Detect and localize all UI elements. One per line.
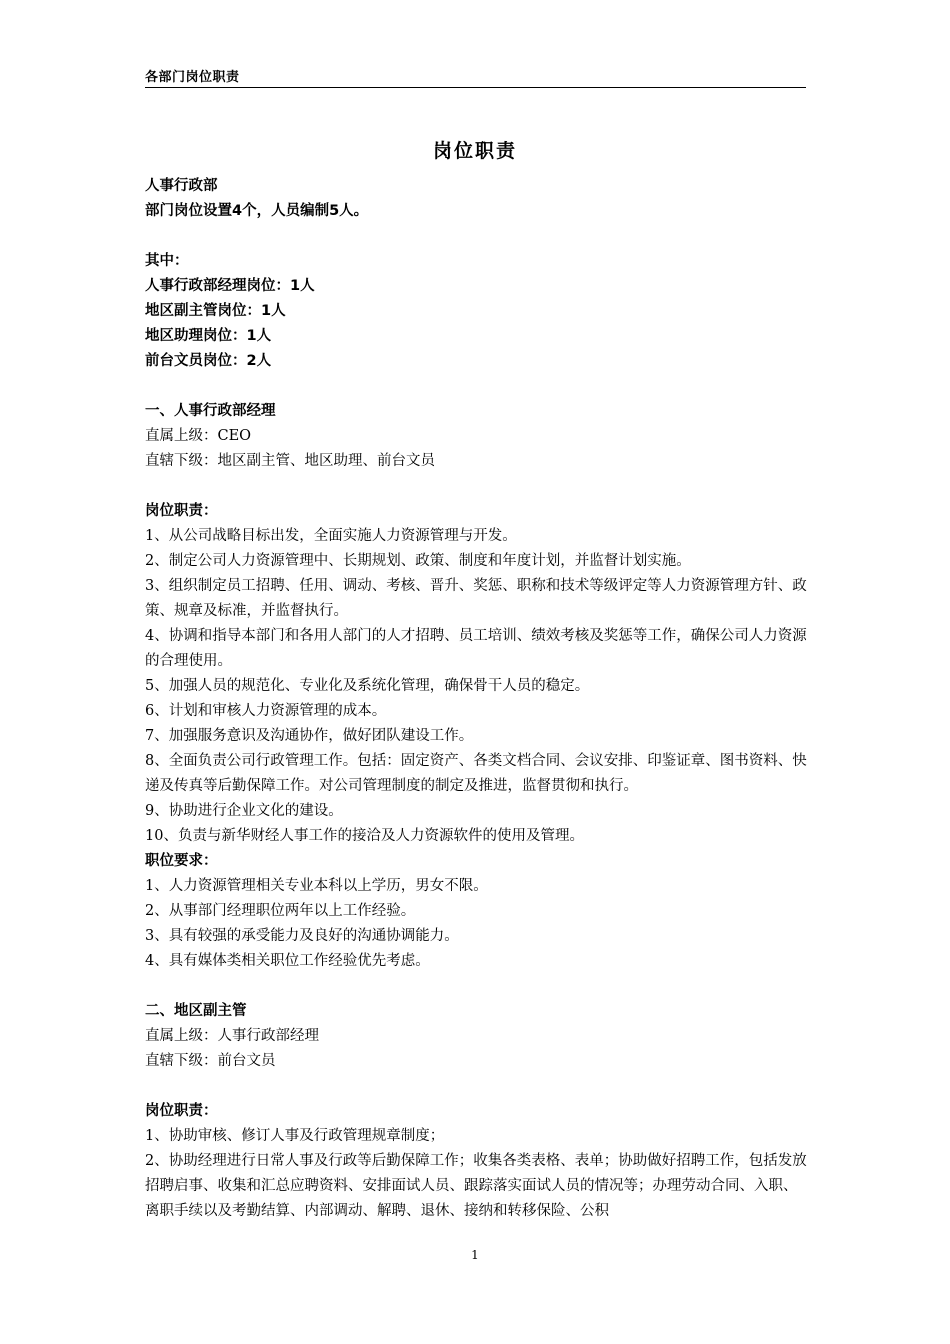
duty-item: 4、协调和指导本部门和各用人部门的人才招聘、员工培训、绩效考核及奖惩等工作，确保公司人力资源的合理使用。 (145, 628, 807, 669)
duty-item: 5、加强人员的规范化、专业化及系统化管理，确保骨干人员的稳定。 (145, 678, 590, 694)
section-heading: 二、地区副主管 (145, 1003, 247, 1019)
requirement-item: 3、具有较强的承受能力及良好的沟通协调能力。 (145, 928, 459, 944)
duties-heading: 岗位职责： (145, 503, 218, 519)
section-heading: 一、人事行政部经理 (145, 403, 276, 419)
position-line: 人事行政部经理岗位：1人 (145, 278, 315, 294)
direct-superior: 直属上级：CEO (145, 428, 252, 444)
document-title: 岗位职责 (432, 140, 517, 162)
duty-item: 9、协助进行企业文化的建设。 (145, 803, 343, 819)
requirement-item: 2、从事部门经理职位两年以上工作经验。 (145, 903, 416, 919)
duty-item: 3、组织制定员工招聘、任用、调动、考核、晋升、奖惩、职称和技术等级评定等人力资源管理方针、政策、规章及标准，并监督执行。 (145, 578, 807, 619)
requirement-item: 1、人力资源管理相关专业本科以上学历，男女不限。 (145, 878, 488, 894)
direct-superior: 直属上级：人事行政部经理 (145, 1028, 319, 1044)
requirements-heading: 职位要求： (145, 853, 218, 869)
duty-item: 1、从公司战略目标出发，全面实施人力资源管理与开发。 (145, 528, 517, 544)
page-number: 1 (471, 1248, 479, 1262)
position-line: 地区助理岗位：1人 (145, 328, 272, 344)
duty-item: 7、加强服务意识及沟通协作，做好团队建设工作。 (145, 728, 474, 744)
page-header: 各部门岗位职责 (145, 66, 806, 88)
direct-subordinates: 直辖下级：前台文员 (145, 1053, 276, 1069)
duty-item: 1、协助审核、修订人事及行政管理规章制度； (145, 1128, 445, 1144)
duty-item: 2、协助经理进行日常人事及行政等后勤保障工作；收集各类表格、表单；协助做好招聘工作，包括发放招聘启事、收集和汇总应聘资料、安排面试人员、跟踪落实面试人员的情况等；办理劳动合同、入职、离职手续以及考勤结算、内部调动、解聘、退休、接纳和转移保险、公积 (145, 1153, 807, 1219)
duty-item: 6、计划和审核人力资源管理的成本。 (145, 703, 387, 719)
positions-intro: 其中： (145, 253, 189, 269)
direct-subordinates: 直辖下级：地区副主管、地区助理、前台文员 (145, 453, 435, 469)
duty-item: 10、负责与新华财经人事工作的接洽及人力资源软件的使用及管理。 (145, 828, 584, 844)
document-body (145, 174, 810, 1224)
department-summary: 部门岗位设置4个，人员编制5人。 (145, 203, 369, 219)
duty-item: 8、全面负责公司行政管理工作。包括：固定资产、各类文档合同、会议安排、印鉴证章、图书资料、快递及传真等后勤保障工作。对公司管理制度的制定及推进，监督贯彻和执行。 (145, 753, 807, 794)
requirement-item: 4、具有媒体类相关职位工作经验优先考虑。 (145, 953, 430, 969)
position-line: 前台文员岗位：2人 (145, 353, 272, 369)
department-name: 人事行政部 (145, 178, 218, 194)
duties-heading: 岗位职责： (145, 1103, 218, 1119)
duty-item: 2、制定公司人力资源管理中、长期规划、政策、制度和年度计划，并监督计划实施。 (145, 553, 691, 569)
position-line: 地区副主管岗位：1人 (145, 303, 286, 319)
